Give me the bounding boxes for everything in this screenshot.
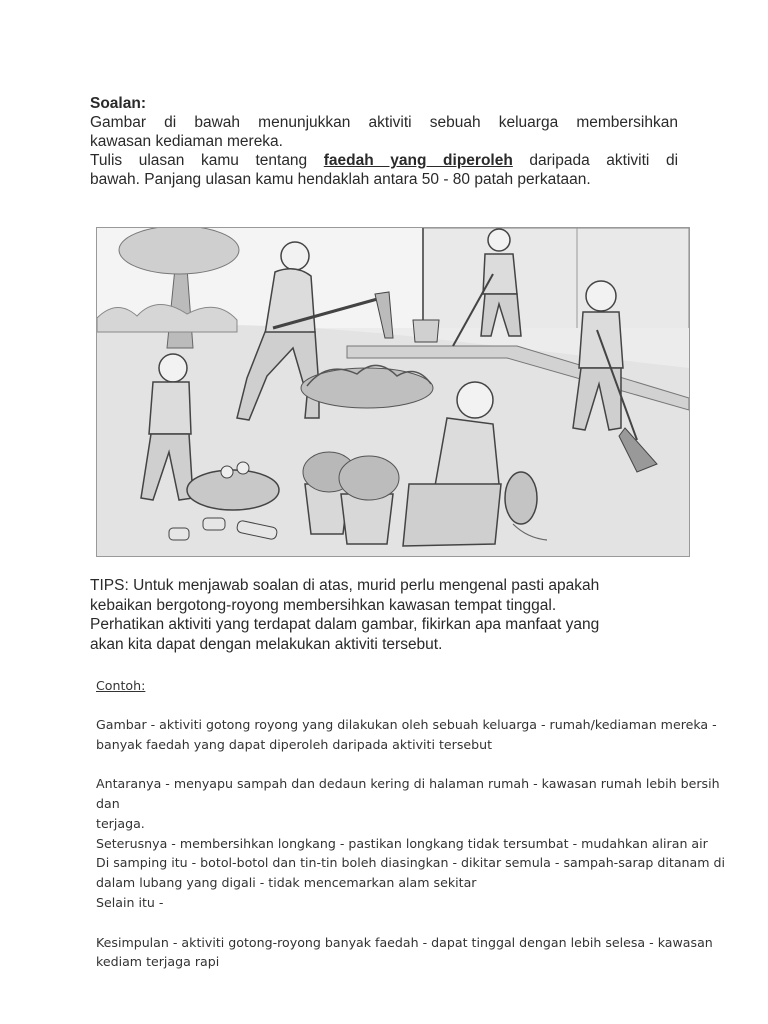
example-p3-line-2: kediam terjaga rapi [96, 954, 220, 970]
example-p2-line-5: dalam lubang yang digali - tidak mencemarkan alam sekitar [96, 875, 477, 891]
question-line-3 [90, 151, 678, 170]
example-p3-line-1: Kesimpulan - aktiviti gotong-royong banyak faedah - dapat tinggal dengan lebih selesa - kawasan [96, 934, 713, 950]
paragraph-gap [96, 754, 726, 774]
tips-line-1: TIPS: Untuk menjawab soalan di atas, murid perlu mengenal pasti apakah [90, 577, 600, 594]
question-line-4: bawah. Panjang ulasan kamu hendaklah antara 50 - 80 patah perkataan. [90, 171, 591, 188]
example-p2-line-2: terjaga. [96, 815, 145, 831]
tips-line-3: Perhatikan aktiviti yang terdapat dalam gambar, fikirkan apa manfaat yang [90, 616, 600, 633]
tips-line-2: kebaikan bergotong-royong membersihkan kawasan tempat tinggal. [90, 596, 557, 614]
example-p1-line-2: banyak faedah yang dapat diperoleh daripada aktiviti tersebut [96, 736, 493, 752]
question-title: Soalan: [90, 95, 146, 112]
paragraph-gap [96, 913, 726, 933]
tips-line-4: akan kita dapat dengan melakukan aktiviti tersebut. [90, 635, 443, 653]
question-line-3-post: daripada aktiviti di [512, 152, 679, 169]
example-p2-line-3: Seterusnya - membersihkan longkang - pastikan longkang tidak tersumbat - mudahkan aliran air [96, 835, 708, 851]
question-emphasis: faedah yang diperoleh [323, 152, 513, 169]
example-p2-line-6: Selain itu - [96, 894, 164, 910]
family-cleaning-illustration [96, 227, 690, 557]
example-p2-line-4: Di samping itu - botol-botol dan tin-tin boleh diasingkan - dikitar semula - sampah-sarap ditanam di [96, 855, 726, 871]
example-p2-line-1: Antaranya - menyapu sampah dan dedaun kering di halaman rumah - kawasan rumah lebih bersih dan [96, 776, 720, 811]
question-line-2: kawasan kediaman mereka. [90, 133, 283, 150]
tips-section [90, 576, 690, 654]
question-line-1: Gambar di bawah menunjukkan aktiviti sebuah keluarga membersihkan [90, 114, 678, 131]
illustration-svg [97, 228, 689, 556]
example-p1-line-1: Gambar - aktiviti gotong royong yang dilakukan oleh sebuah keluarga - rumah/kediaman mereka - [96, 716, 717, 732]
question-section [90, 94, 678, 189]
example-section [96, 676, 726, 972]
question-line-3-pre: Tulis ulasan kamu tentang [90, 152, 324, 169]
example-title: Contoh: [96, 678, 146, 693]
